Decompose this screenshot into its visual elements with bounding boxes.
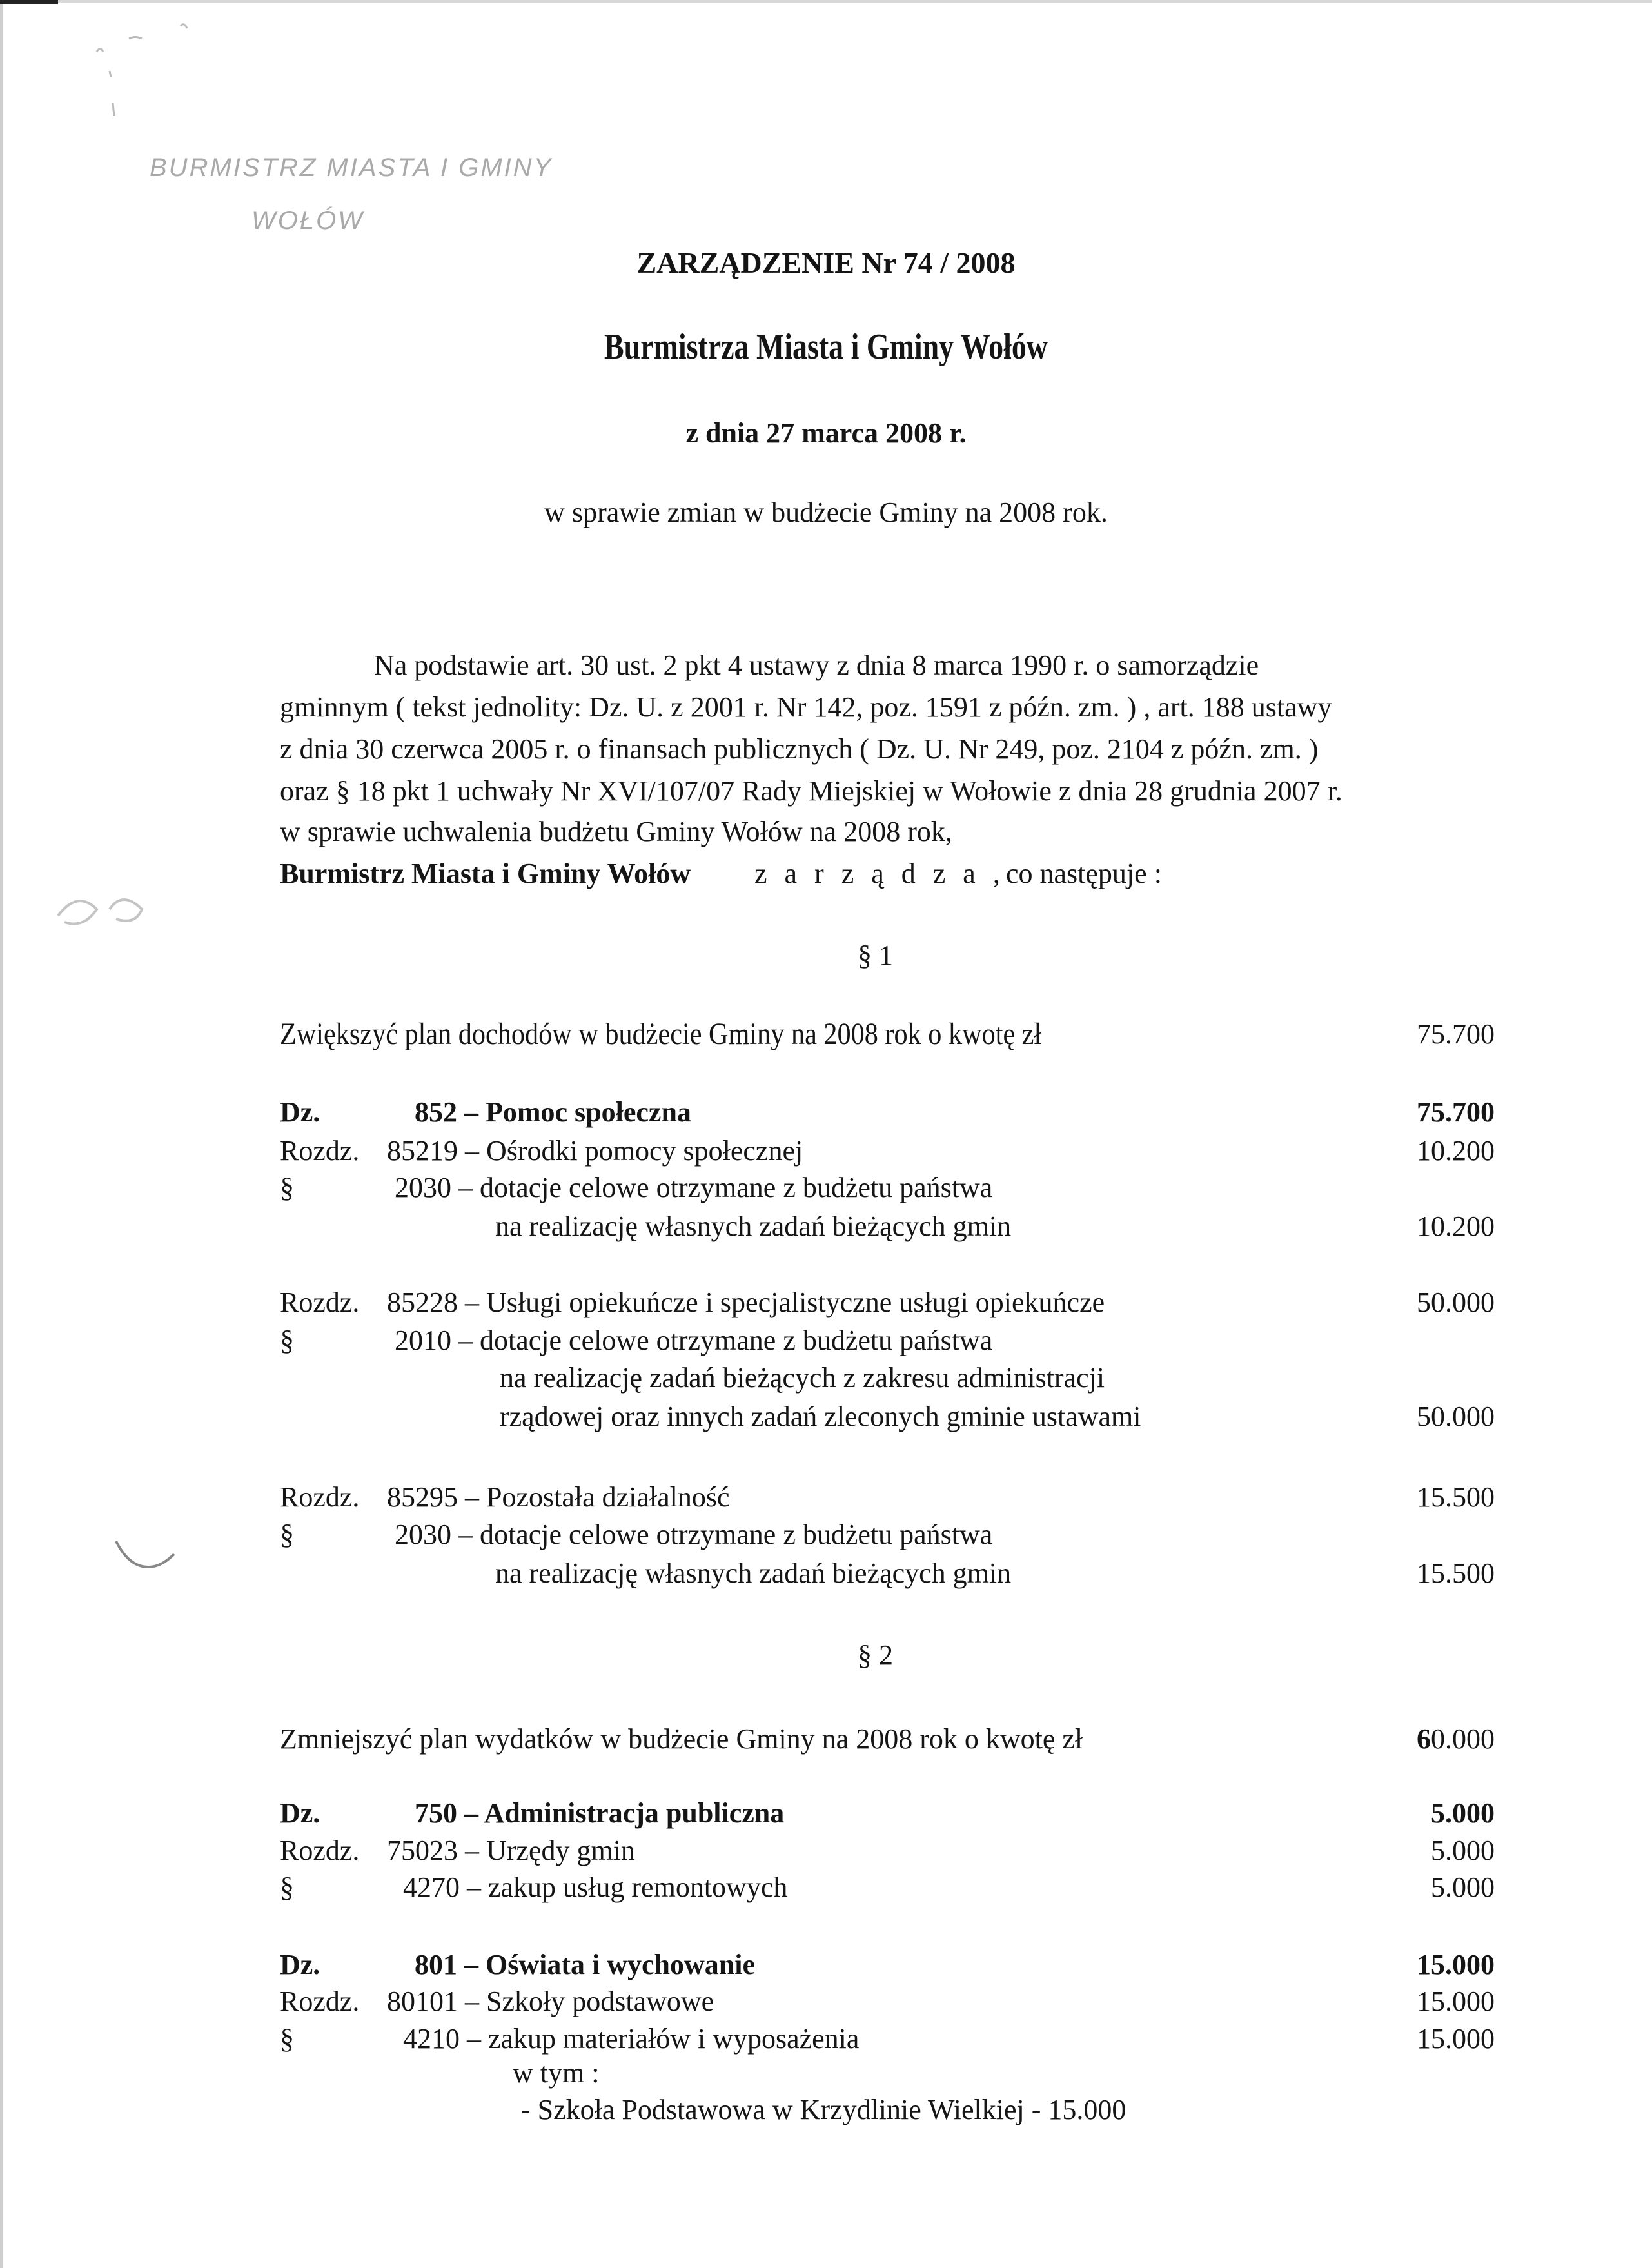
section-2-lead-amount	[1237, 1725, 1495, 1753]
chapter-85228-title: 85228 – Usługi opiekuńcze i specjalistyczne usługi opiekuńcze	[387, 1287, 1105, 1318]
paragraph-4210-sign: §	[280, 2023, 294, 2055]
chapter-85219-label: Rozdz.	[280, 1135, 360, 1167]
chapter-85295-title: 85295 – Pozostała działalność	[387, 1481, 730, 1513]
paragraph-4270-sign: §	[280, 1871, 294, 1903]
section-2-mark: § 2	[858, 1639, 893, 1671]
chapter-75023-label: Rozdz.	[280, 1835, 360, 1866]
preamble-decrees: z a r z ą d z a ,	[754, 858, 1005, 889]
division-801-title: 801 – Oświata i wychowanie	[415, 1949, 755, 1980]
document-date: z dnia 27 marca 2008 r.	[685, 417, 967, 449]
preamble-line-4: oraz § 18 pkt 1 uchwały Nr XVI/107/07 Rady Miejskiej w Wołowie z dnia 28 grudnia 2007 r.	[280, 775, 1342, 807]
paragraph-2010-sign: §	[280, 1325, 294, 1356]
section-1-lead: Zwiększyć plan dochodów w budżecie Gminy na 2008 rok o kwotę zł	[280, 1017, 1042, 1051]
section-2-lead-amount-rest: 0.000	[1431, 1723, 1495, 1755]
division-750-label: Dz.	[280, 1797, 320, 1829]
section-2-lead-amount-overwritten-digit: 6	[1417, 1723, 1431, 1755]
paragraph-2030b-line-1: 2030 – dotacje celowe otrzymane z budżetu państwa	[395, 1519, 993, 1550]
paragraph-2010-line-2: na realizację zadań bieżących z zakresu administracji	[500, 1362, 1105, 1394]
including-label: w tym :	[513, 2057, 600, 2089]
paragraph-2030b-line-2: na realizację własnych zadań bieżących gmin	[495, 1557, 1012, 1589]
scan-edge-left	[0, 0, 3, 2268]
paragraph-4270-amount: 5.000	[1431, 1871, 1495, 1903]
stamp-line-1: BURMISTRZ MIASTA I GMINY	[150, 153, 553, 182]
chapter-75023-title: 75023 – Urzędy gmin	[387, 1835, 635, 1866]
issuer-title: Burmistrza Miasta i Gminy Wołów	[604, 327, 1048, 367]
section-1-mark: § 1	[858, 940, 893, 971]
stamp-line-2: WOŁÓW	[251, 206, 364, 235]
paragraph-2030b-amount: 15.500	[1417, 1557, 1495, 1589]
paragraph-2010-amount: 50.000	[1417, 1401, 1495, 1432]
chapter-85295-label: Rozdz.	[280, 1481, 360, 1513]
margin-scribble-top	[84, 13, 213, 142]
section-1-lead-amount: 75.700	[1417, 1018, 1495, 1050]
paragraph-2010-line-1: 2010 – dotacje celowe otrzymane z budżetu państwa	[395, 1325, 993, 1356]
paragraph-2010-line-3: rządowej oraz innych zadań zleconych gminie ustawami	[500, 1401, 1141, 1432]
paragraph-2030-line-1: 2030 – dotacje celowe otrzymane z budżetu państwa	[395, 1172, 993, 1203]
preamble-line-5: w sprawie uchwalenia budżetu Gminy Wołów na 2008 rok,	[280, 816, 952, 847]
division-801-amount: 15.000	[1417, 1949, 1495, 1980]
paragraph-4270-title: 4270 – zakup usług remontowych	[403, 1871, 788, 1903]
paragraph-4210-amount: 15.000	[1417, 2023, 1495, 2055]
document-title: ZARZĄDZENIE Nr 74 / 2008	[636, 246, 1016, 279]
chapter-85219-title: 85219 – Ośrodki pomocy społecznej	[387, 1135, 803, 1167]
preamble-follows: co następuje :	[1006, 858, 1162, 889]
document-subject: w sprawie zmian w budżecie Gminy na 2008 rok.	[544, 497, 1108, 528]
school-item: - Szkoła Podstawowa w Krzydlinie Wielkiej - 15.000	[521, 2094, 1126, 2125]
preamble-line-3: z dnia 30 czerwca 2005 r. o finansach publicznych ( Dz. U. Nr 249, poz. 2104 z późn. zm. )	[280, 733, 1319, 765]
margin-scribble-middle	[39, 864, 181, 967]
paragraph-2030b-sign: §	[280, 1519, 294, 1550]
paragraph-2030-line-2: na realizację własnych zadań bieżących gmin	[495, 1210, 1012, 1242]
scan-edge-top	[0, 0, 1652, 3]
paragraph-2030-amount: 10.200	[1417, 1210, 1495, 1242]
margin-check-mark	[103, 1515, 181, 1593]
chapter-85295-amount: 15.500	[1417, 1481, 1495, 1513]
chapter-80101-label: Rozdz.	[280, 1986, 360, 2017]
preamble-line-2: gminnym ( tekst jednolity: Dz. U. z 2001 r. Nr 142, poz. 1591 z późn. zm. ) , art. 188 ustawy	[280, 691, 1332, 723]
preamble-line-1: Na podstawie art. 30 ust. 2 pkt 4 ustawy z dnia 8 marca 1990 r. o samorządzie	[374, 649, 1259, 681]
division-852-label: Dz.	[280, 1096, 320, 1128]
division-852-title: 852 – Pomoc społeczna	[415, 1096, 691, 1128]
chapter-80101-title: 80101 – Szkoły podstawowe	[387, 1986, 714, 2017]
chapter-85219-amount: 10.200	[1417, 1135, 1495, 1167]
division-750-amount: 5.000	[1431, 1797, 1495, 1829]
preamble-authority: Burmistrz Miasta i Gminy Wołów	[280, 858, 691, 889]
chapter-85228-label: Rozdz.	[280, 1287, 360, 1318]
division-750-title: 750 – Administracja publiczna	[415, 1797, 785, 1829]
division-852-amount: 75.700	[1417, 1096, 1495, 1128]
paragraph-4210-title: 4210 – zakup materiałów i wyposażenia	[403, 2023, 860, 2055]
paragraph-2030-sign: §	[280, 1172, 294, 1203]
chapter-75023-amount: 5.000	[1431, 1835, 1495, 1866]
division-801-label: Dz.	[280, 1949, 320, 1980]
scan-mark	[0, 0, 58, 4]
chapter-80101-amount: 15.000	[1417, 1986, 1495, 2017]
chapter-85228-amount: 50.000	[1417, 1287, 1495, 1318]
section-2-lead: Zmniejszyć plan wydatków w budżecie Gminy na 2008 rok o kwotę zł	[280, 1723, 1083, 1755]
